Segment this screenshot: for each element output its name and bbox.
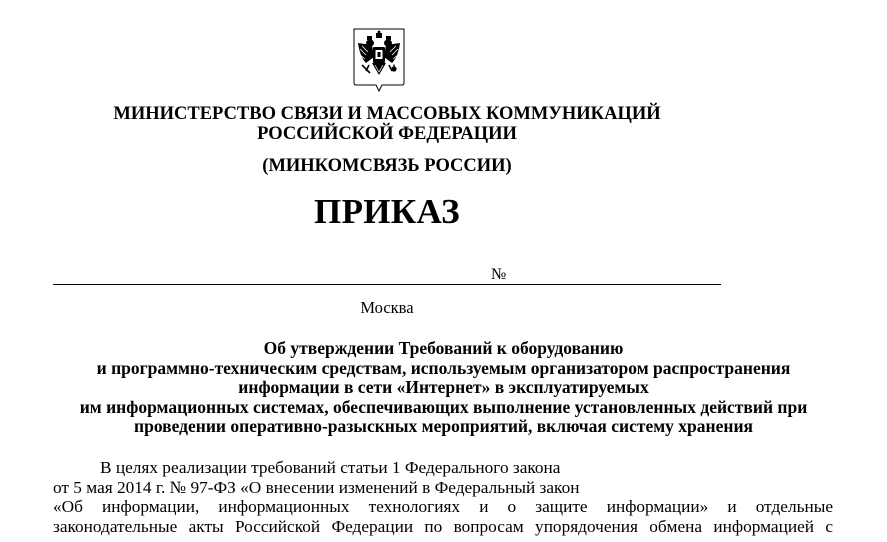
order-title: ПРИКАЗ bbox=[314, 192, 460, 231]
russian-coat-of-arms-icon bbox=[352, 27, 406, 93]
order-body-paragraph bbox=[53, 458, 833, 536]
subject-line: и программно-техническим средствам, используемым организатором распространения bbox=[96, 357, 791, 378]
order-number-label: № bbox=[491, 266, 507, 283]
ministry-short-name: (МИНКОМСВЯЗЬ РОССИИ) bbox=[262, 156, 512, 176]
body-line: законодательные акты Российской Федерации по вопросам упорядочения обмена информацией с bbox=[53, 516, 833, 536]
body-line: от 5 мая 2014 г. № 97-ФЗ «О внесении изменений в Федеральный закон bbox=[53, 477, 580, 497]
subject-line: информации в сети «Интернет» в эксплуатируемых bbox=[238, 377, 649, 398]
body-line: В целях реализации требований статьи 1 Федерального закона bbox=[100, 458, 561, 477]
ministry-name-line-1: МИНИСТЕРСТВО СВЯЗИ И МАССОВЫХ КОММУНИКАЦИЙ bbox=[113, 104, 661, 124]
ministry-name-line-2: РОССИЙСКОЙ ФЕДЕРАЦИИ bbox=[257, 124, 517, 144]
subject-line: проведении оперативно-разыскных мероприятий, включая систему хранения bbox=[134, 416, 753, 437]
order-subject bbox=[40, 339, 847, 437]
subject-line: им информационных системах, обеспечивающих выполнение установленных действий при bbox=[79, 396, 808, 417]
subject-line: Об утверждении Требований к оборудованию bbox=[263, 338, 624, 358]
order-city: Москва bbox=[360, 298, 414, 317]
date-number-underline bbox=[53, 284, 721, 285]
body-line: «Об информации, информационных технологиях и о защите информации» и отдельные bbox=[53, 497, 833, 516]
